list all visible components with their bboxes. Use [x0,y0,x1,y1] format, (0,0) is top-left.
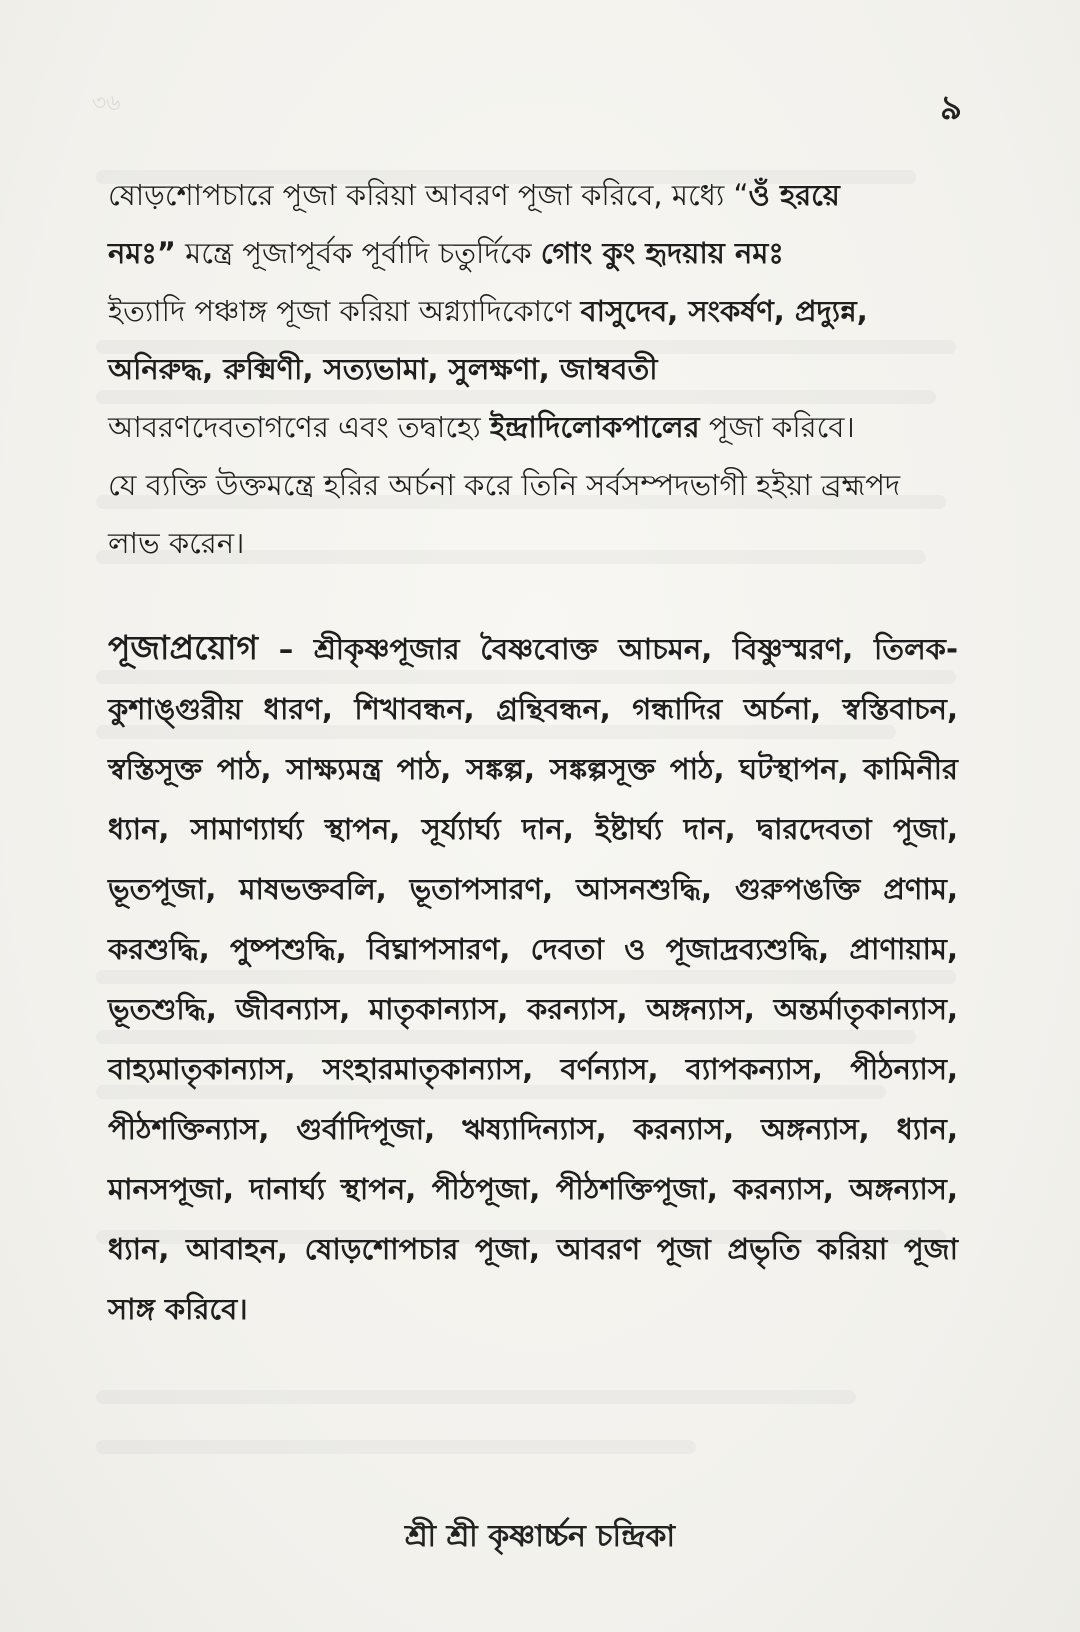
page-number: ৯ [939,88,962,128]
paragraph-avarana-puja [108,166,958,572]
faint-header-mark: ৩৬ [92,91,121,116]
para1-line1: ষোড়শোপচারে পূজা করিয়া আবরণ পূজা করিবে, মধ্যে “ওঁ হরয়ে [108,178,840,212]
book-title-footer: শ্রী শ্রী কৃষ্ণার্চ্চন চন্দ্রিকা [404,1519,676,1554]
para1-line4: অনিরুদ্ধ, রুক্মিণী, সত্যভামা, সুলক্ষণা, জাম্ববতী [108,352,658,386]
para1-line2: নমঃ” মন্ত্রে পূজাপূর্বক পূর্বাদি চতুর্দিকে গোং কুং হৃদয়ায় নমঃ [108,236,784,270]
section-heading: পূজাপ্রয়োগ [108,628,259,667]
paragraph-puja-prayoga [108,618,958,1339]
para1-line5: আবরণদেবতাগণের এবং তদ্বাহ্যে ইন্দ্রাদিলোকপালের পূজা করিবে। [108,410,855,444]
para1-line3: ইত্যাদি পঞ্চাঙ্গ পূজা করিয়া অগ্ন্যাদিকোণে বাসুদেব, সংকর্ষণ, প্রদ্যুন্ন, [108,294,868,328]
para1-line6: যে ব্যক্তি উক্তমন্ত্রে হরির অর্চনা করে তিনি সর্বসম্পদভাগী হইয়া ব্রহ্মপদ [108,468,901,502]
puja-steps-list: – শ্রীকৃষ্ণপূজার বৈষ্ণবোক্ত আচমন, বিষ্ণুস্মরণ, তিলক- কুশাঙ্গুরীয় ধারণ, শিখাবন্ধন, গ্রন্থিবন্ধন, গন্ধাদির অর্চনা, স্বস্তিবাচন, স্বস্তিসূক্ত পাঠ, সাক্ষ্যমন্ত্র পাঠ, সঙ্কল্প, সঙ্কল্পসূক্ত পাঠ, ঘটস্থাপন, কামিনীর ধ্যান, সামাণ্যার্ঘ্য স্থাপন, সূর্য্যার্ঘ্য দান, ইষ্টার্ঘ্য দান, দ্বারদেবতা পূজা, ভূতপূজা, মাষভক্তবলি, ভূতাপসারণ, আসনশুদ্ধি, গুরুপঙক্তি প্রণাম, করশুদ্ধি, পুষ্পশুদ্ধি, বিঘ্নাপসারণ, দেবতা ও পূজাদ্রব্যশুদ্ধি, প্রাণায়াম, ভূতশুদ্ধি, জীবন্যাস, মাতৃকান্যাস, করন্যাস, অঙ্গন্যাস, অন্তর্মাতৃকান্যাস, বাহ্যমাতৃকান্যাস, সংহারমাতৃকান্যাস, বর্ণন্যাস, ব্যাপকন্যাস, পীঠন্যাস, পীঠশক্তিন্যাস, গুর্বাদিপূজা, ঋষ্যাদিন্যাস, করন্যাস, অঙ্গন্যাস, ধ্যান, মানসপূজা, দানার্ঘ্য স্থাপন, পীঠপূজা, পীঠশক্তিপূজা, করন্যাস, অঙ্গন্যাস, ধ্যান, আবাহন, ষোড়শোপচার পূজা, আবরণ পূজা প্রভৃতি করিয়া পূজা সাঙ্গ করিবে। [108,632,958,1326]
para1-line7: লাভ করেন। [108,526,245,560]
